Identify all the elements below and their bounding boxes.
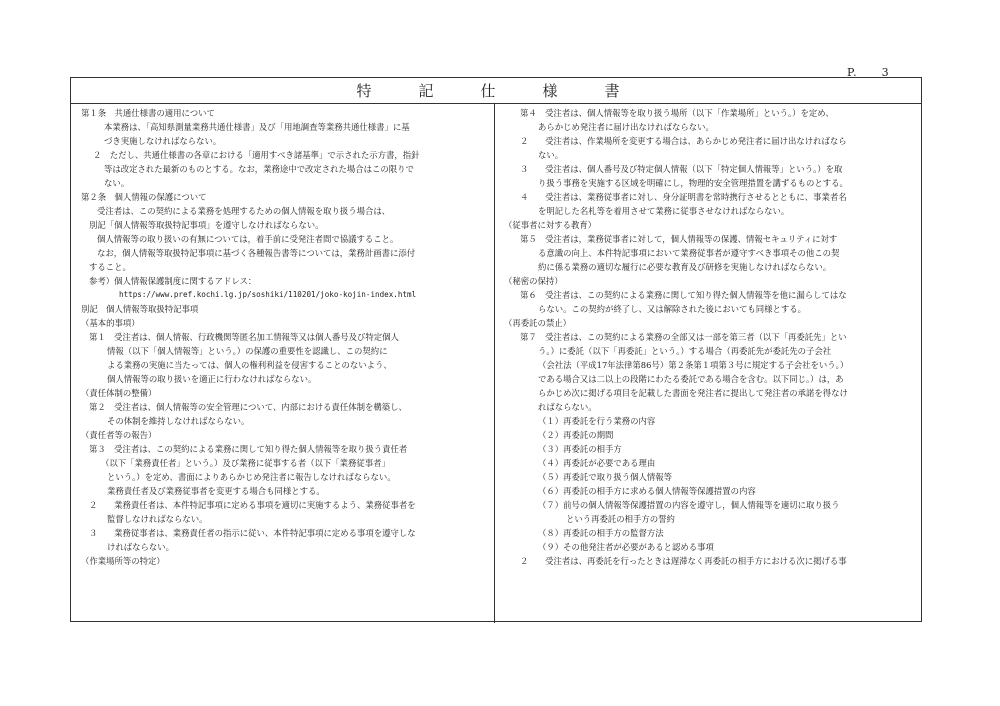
text-line: ない。: [538, 150, 564, 160]
list-item: （４）再委託が必要である理由: [538, 458, 656, 468]
text-line: （会社法（平成17年法律第86号）第２条第１項第３号に規定する子会社をいう。）: [538, 360, 849, 370]
list-item: （５）再委託で取り扱う個人情報等: [538, 472, 672, 482]
text-line: 等は改定された最新のものとする。なお，業務途中で改定された場合はこの限りで: [104, 164, 414, 174]
text-line: 別記「個人情報等取扱特記事項」を遵守しなければならない。: [89, 220, 324, 230]
text-line: （作業場所等の特定）: [81, 556, 165, 566]
text-line: なお，個人情報等取扱特記事項に基づく各種報告書等については，業務計画書に添付: [97, 248, 416, 258]
text-line: （従事者に対する教育）: [504, 220, 597, 230]
text-line: 情報（以下「個人情報等」という。）の保護の重要性を認識し、この契約に: [107, 346, 388, 356]
spec-frame: [70, 77, 922, 622]
text-line: ２ 受注者は、再委託を行ったときは遅滞なく再委託の相手方における次に掲げる事: [520, 556, 847, 566]
text-line: ２ 受注者は、作業場所を変更する場合は、あらかじめ発注者に届け出なければなら: [520, 136, 847, 146]
text-line: づき実施しなければならない。: [104, 136, 222, 146]
text-line: る意識の向上、本件特記事項において業務従事者が遵守すべき事項その他この契: [538, 248, 840, 258]
text-line: という。）を定め、書面によりあらかじめ発注者に報告しなければならない。: [107, 472, 396, 482]
text-line: 第２ 受注者は、個人情報等の安全管理について、内部における責任体制を構築し、: [89, 402, 407, 412]
text-line: を明記した名札等を着用させて業務に従事させなければならない。: [538, 206, 790, 216]
text-line: 参考）個人情報保護制度に関するアドレス：: [89, 276, 257, 286]
text-line: ３ 業務従事者は、業務責任者の指示に従い、本件特記事項に定める事項を遵守しな: [89, 528, 416, 538]
text-line: （秘密の保持）: [504, 276, 563, 286]
text-line: 監督しなければならない。: [107, 514, 208, 524]
text-line: 第３ 受注者は、この契約による業務に関して知り得た個人情報等を取り扱う責任者: [89, 444, 408, 454]
text-line: 業務責任者及び業務従事者を変更する場合も同様とする。: [107, 486, 325, 496]
text-line: 個人情報等の取り扱いの有無については，着手前に受発注者間で協議すること。: [97, 234, 399, 244]
text-line: （再委託の禁止）: [504, 318, 571, 328]
text-line: ２ ただし、共通仕様書の各章における「適用すべき諸基準」で示された示方書，指針: [93, 150, 420, 160]
text-line: 受注者は、この契約による業務を処理するための個人情報を取り扱う場合は、: [97, 206, 391, 216]
text-line: 約に係る業務の適切な履行に必要な教育及び研修を実施しなければならない。: [538, 262, 832, 272]
text-line: よる業務の実施に当たっては、個人の権利利益を侵害することのないよう、: [107, 360, 392, 370]
text-line: 第１ 受注者は、個人情報、行政機関等匿名加工情報等又は個人番号及び特定個人: [89, 332, 399, 342]
text-line: ４ 受注者は、業務従事者に対し、身分証明書を常時携行させるとともに、事業者名: [520, 192, 847, 202]
list-item: （９）その他発注者が必要があると認める事項: [538, 542, 714, 552]
text-line: （基本的事項）: [81, 318, 140, 328]
text-line: ない。: [104, 178, 130, 188]
text-line: （以下「業務責任者」という。）及び業務に従事する者（以下「業務従事者」: [101, 458, 390, 468]
text-line: らかじめ次に掲げる項目を記載した書面を発注者に提出して発注者の承諾を得なけ: [538, 388, 848, 398]
text-line: り扱う事務を実施する区域を明確にし，物理的安全管理措置を講ずるものとする。: [538, 178, 848, 188]
list-item: という再委託の相手方の誓約: [566, 514, 675, 524]
text-line: すること。: [89, 262, 131, 272]
document-title: 特 記 仕 様 書: [71, 78, 921, 104]
text-line: う。）に委託（以下「再委託」という。）する場合（再委託先が委託先の子会社: [538, 346, 832, 356]
text-line: あらかじめ発注者に届け出なければならない。: [538, 122, 714, 132]
text-line: らない。この契約が終了し、又は解除された後においても同様とする。: [538, 304, 806, 314]
reference-url: https://www.pref.kochi.lg.jp/soshiki/110201/joko-kojin-index.html: [119, 290, 417, 299]
text-line: ２ 業務責任者は、本件特記事項に定める事項を適切に実施するよう、業務従事者を: [89, 500, 416, 510]
left-column: [71, 104, 495, 623]
text-line: 第６ 受注者は、この契約による業務に関して知り得た個人情報等を他に漏らしてはな: [520, 290, 847, 300]
list-item: （３）再委託の相手方: [538, 444, 622, 454]
list-item: （８）再委託の相手方の監督方法: [538, 528, 664, 538]
list-item: （６）再委託の相手方に求める個人情報等保護措置の内容: [538, 486, 756, 496]
text-line: 第５ 受注者は，業務従事者に対して，個人情報等の保護、情報セキュリティに対す: [520, 234, 838, 244]
right-column: [496, 104, 920, 623]
text-line: その体制を維持しなければならない。: [107, 416, 250, 426]
text-line: 第２条 個人情報の保護について: [81, 192, 207, 202]
list-item: （７）前号の個人情報等保護措置の内容を遵守し，個人情報等を適切に取り扱う: [538, 500, 840, 510]
text-line: 個人情報等の取り扱いを適正に行わなければならない。: [107, 374, 317, 384]
text-line: ければならない。: [107, 542, 174, 552]
text-line: 別記 個人情報等取扱特記事項: [81, 304, 199, 314]
text-line: 本業務は、「高知県測量業務共通仕様書」及び「用地調査等業務共通仕様書」に基: [104, 122, 410, 132]
text-line: ればならない。: [538, 402, 597, 412]
text-line: 第４ 受注者は、個人情報等を取り扱う場所（以下「作業場所」という。）を定め、: [520, 108, 834, 118]
text-line: ３ 受注者は、個人番号及び特定個人情報（以下「特定個人情報等」という。）を取: [520, 164, 843, 174]
text-line: 第１条 共通仕様書の適用について: [81, 108, 215, 118]
text-line: （責任者等の報告）: [81, 430, 157, 440]
list-item: （１）再委託を行う業務の内容: [538, 416, 656, 426]
text-line: （責任体制の整備）: [81, 388, 157, 398]
text-line: 第７ 受注者は、この契約による業務の全部又は一部を第三者（以下「再委託先」とい: [520, 332, 847, 342]
text-line: である場合又は二以上の段階にわたる委託である場合を含む。以下同じ。）は，あ: [538, 374, 844, 384]
page-number: P. 3: [847, 66, 890, 79]
list-item: （２）再委託の期間: [538, 430, 614, 440]
